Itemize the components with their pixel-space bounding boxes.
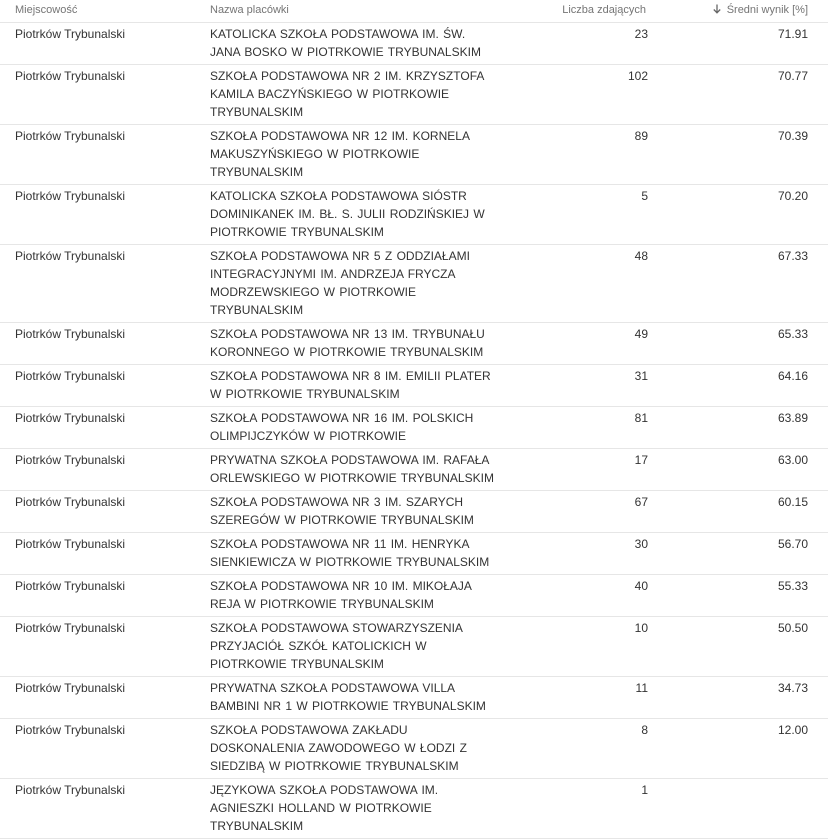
table-row[interactable] [0,719,828,779]
column-header-city[interactable]: Miejscowość [15,4,78,16]
cell-student-count: 40 [634,579,648,593]
cell-city: Piotrków Trybunalski [15,369,126,383]
cell-student-count: 5 [641,189,648,203]
cell-city: Piotrków Trybunalski [15,681,126,695]
column-header-school-name[interactable]: Nazwa placówki [210,4,289,16]
cell-average-score: 70.20 [777,189,808,203]
cell-average-score: 71.91 [777,27,808,41]
cell-school-name: SZKOŁA PODSTAWOWA NR 8 IM. EMILII PLATER W PIOTRKOWIE TRYBUNALSKIM [210,369,491,401]
table-row[interactable] [0,617,828,677]
cell-student-count: 48 [634,249,648,263]
cell-school-name: JĘZYKOWA SZKOŁA PODSTAWOWA IM. AGNIESZKI HOLLAND W PIOTRKOWIE TRYBUNALSKIM [210,783,439,833]
cell-school-name: SZKOŁA PODSTAWOWA NR 2 IM. KRZYSZTOFA KAMILA BACZYŃSKIEGO W PIOTRKOWIE TRYBUNALSKIM [210,69,484,119]
table-row[interactable] [0,449,828,491]
cell-average-score: 34.73 [777,681,808,695]
cell-student-count: 67 [634,495,648,509]
cell-city: Piotrków Trybunalski [15,129,126,143]
table-body [0,23,828,839]
cell-city: Piotrków Trybunalski [15,327,126,341]
cell-student-count: 1 [641,783,648,797]
cell-student-count: 89 [634,129,648,143]
cell-school-name: PRYWATNA SZKOŁA PODSTAWOWA IM. RAFAŁA ORLEWSKIEGO W PIOTRKOWIE TRYBUNALSKIM [210,453,494,485]
table-row[interactable] [0,575,828,617]
cell-school-name: SZKOŁA PODSTAWOWA STOWARZYSZENIA PRZYJACIÓŁ SZKÓŁ KATOLICKICH W PIOTRKOWIE TRYBUNALSKIM [210,621,463,671]
cell-student-count: 49 [634,327,648,341]
cell-city: Piotrków Trybunalski [15,69,126,83]
cell-average-score: 63.00 [777,453,808,467]
cell-school-name: KATOLICKA SZKOŁA PODSTAWOWA IM. ŚW. JANA BOSKO W PIOTRKOWIE TRYBUNALSKIM [210,27,481,59]
column-header-average-score-label: Średni wynik [%] [726,4,808,16]
cell-city: Piotrków Trybunalski [15,411,126,425]
cell-city: Piotrków Trybunalski [15,495,126,509]
cell-student-count: 81 [634,411,648,425]
table-row[interactable] [0,491,828,533]
table-row[interactable] [0,65,828,125]
cell-school-name: SZKOŁA PODSTAWOWA ZAKŁADU DOSKONALENIA ZAWODOWEGO W ŁODZI Z SIEDZIBĄ W PIOTRKOWIE TRYBUNALSKIM [210,723,467,773]
table-row[interactable] [0,365,828,407]
cell-average-score: 67.33 [777,249,808,263]
cell-school-name: SZKOŁA PODSTAWOWA NR 5 Z ODDZIAŁAMI INTEGRACYJNYMI IM. ANDRZEJA FRYCZA MODRZEWSKIEGO W PIOTRKOWIE TRYBUNALSKIM [210,249,470,317]
cell-average-score: 56.70 [777,537,808,551]
cell-school-name: SZKOŁA PODSTAWOWA NR 13 IM. TRYBUNAŁU KORONNEGO W PIOTRKOWIE TRYBUNALSKIM [210,327,485,359]
table-row[interactable] [0,125,828,185]
cell-city: Piotrków Trybunalski [15,537,126,551]
cell-student-count: 31 [634,369,648,383]
cell-school-name: SZKOŁA PODSTAWOWA NR 16 IM. POLSKICH OLIMPIJCZYKÓW W PIOTRKOWIE [210,411,474,443]
cell-city: Piotrków Trybunalski [15,783,126,797]
cell-school-name: SZKOŁA PODSTAWOWA NR 11 IM. HENRYKA SIENKIEWICZA W PIOTRKOWIE TRYBUNALSKIM [210,537,490,569]
column-header-student-count[interactable]: Liczba zdających [562,4,646,16]
cell-student-count: 11 [635,681,648,695]
cell-average-score: 70.77 [777,69,808,83]
cell-school-name: PRYWATNA SZKOŁA PODSTAWOWA VILLA BAMBINI NR 1 W PIOTRKOWIE TRYBUNALSKIM [210,681,486,713]
cell-student-count: 30 [634,537,648,551]
cell-average-score: 64.16 [777,369,808,383]
cell-student-count: 8 [641,723,648,737]
cell-average-score: 50.50 [777,621,808,635]
cell-school-name: SZKOŁA PODSTAWOWA NR 3 IM. SZARYCH SZEREGÓW W PIOTRKOWIE TRYBUNALSKIM [210,495,474,527]
table-row[interactable] [0,407,828,449]
table-row[interactable] [0,23,828,65]
cell-city: Piotrków Trybunalski [15,189,126,203]
table-row[interactable] [0,533,828,575]
table-row[interactable] [0,245,828,323]
cell-student-count: 17 [634,453,648,467]
arrow-down-icon [712,4,722,14]
cell-city: Piotrków Trybunalski [15,27,126,41]
cell-school-name: SZKOŁA PODSTAWOWA NR 12 IM. KORNELA MAKUSZYŃSKIEGO W PIOTRKOWIE TRYBUNALSKIM [210,129,470,179]
cell-average-score: 60.15 [777,495,808,509]
cell-average-score: 55.33 [777,579,808,593]
table-row[interactable] [0,185,828,245]
table-row[interactable] [0,677,828,719]
cell-city: Piotrków Trybunalski [15,723,126,737]
cell-student-count: 10 [634,621,648,635]
table-header [0,0,828,23]
cell-student-count: 23 [634,27,648,41]
cell-school-name: SZKOŁA PODSTAWOWA NR 10 IM. MIKOŁAJA REJA W PIOTRKOWIE TRYBUNALSKIM [210,579,472,611]
cell-average-score: 63.89 [777,411,808,425]
cell-average-score: 70.39 [777,129,808,143]
cell-student-count: 102 [627,69,648,83]
table-row[interactable] [0,323,828,365]
cell-city: Piotrków Trybunalski [15,453,126,467]
table-row[interactable] [0,779,828,839]
cell-average-score: 12.00 [777,723,808,737]
cell-city: Piotrków Trybunalski [15,249,126,263]
cell-average-score: 65.33 [777,327,808,341]
column-header-average-score[interactable] [712,4,808,16]
cell-city: Piotrków Trybunalski [15,579,126,593]
cell-school-name: KATOLICKA SZKOŁA PODSTAWOWA SIÓSTR DOMINIKANEK IM. BŁ. S. JULII RODZIŃSKIEJ W PIOTRKOWIE TRYBUNALSKIM [210,189,485,239]
cell-city: Piotrków Trybunalski [15,621,126,635]
